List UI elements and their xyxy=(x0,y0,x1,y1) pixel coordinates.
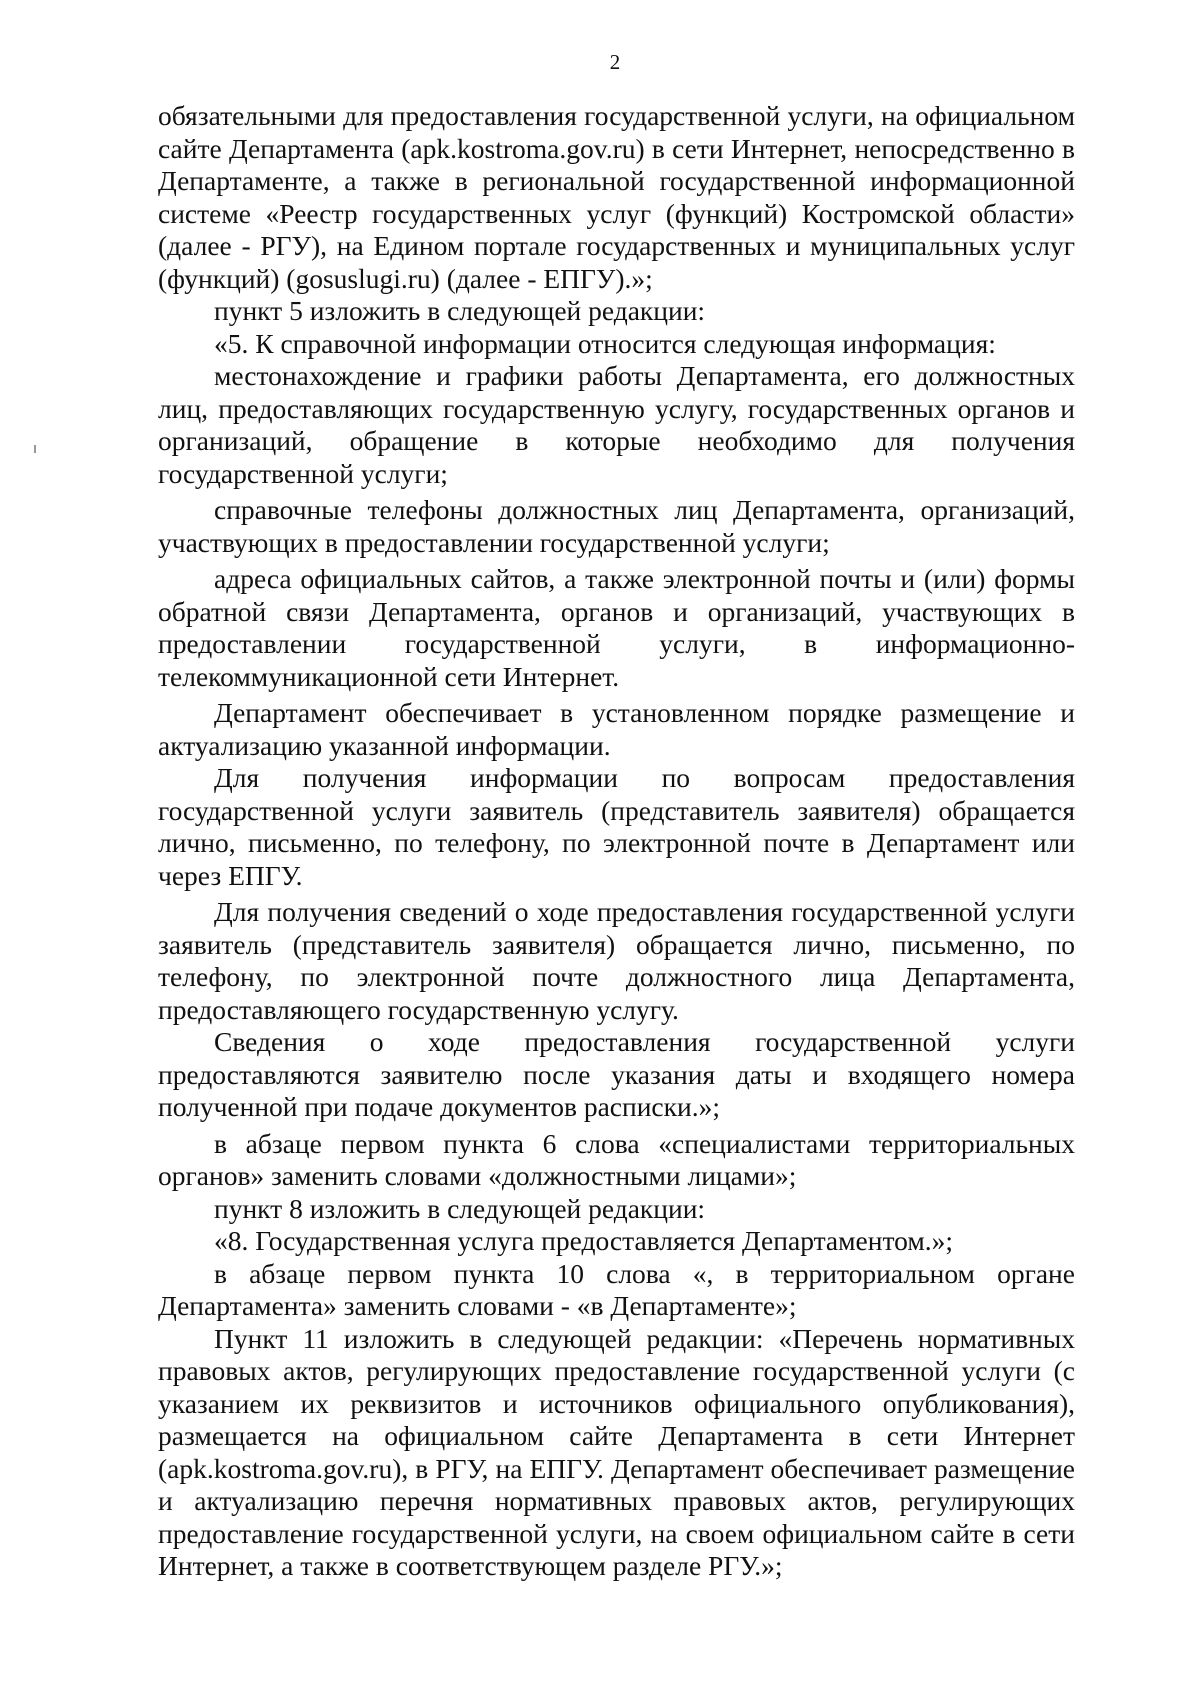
paragraph: в абзаце первом пункта 6 слова «специалистами территориальных органов» заменить словами «должностными лицами»; xyxy=(158,1127,1075,1191)
page-number: 2 xyxy=(609,50,621,74)
paragraph: в абзаце первом пункта 10 слова «, в территориальном органе Департамента» заменить словами - «в Департаменте»; xyxy=(158,1257,1075,1321)
paragraph: Департамент обеспечивает в установленном порядке размещение и актуализацию указанной информации. xyxy=(158,697,1075,761)
paragraph: Сведения о ходе предоставления государственной услуги предоставляются заявителю после указания даты и входящего номера полученной при подаче документов расписки.»; xyxy=(158,1026,1075,1122)
document-body xyxy=(158,100,1075,1583)
paragraph: пункт 8 изложить в следующей редакции: xyxy=(214,1192,706,1224)
scan-speck xyxy=(34,445,36,453)
paragraph: Для получения информации по вопросам предоставления государственной услуги заявитель (представитель заявителя) обращается лично, письменно, по телефону, по электронной почте в Департамент или через ЕПГУ. xyxy=(158,762,1075,891)
paragraph: адреса официальных сайтов, а также электронной почты и (или) формы обратной связи Департамента, органов и организаций, участвующих в предоставлении государственной услуги, в информационно-телекоммуникационной сети Интернет. xyxy=(158,563,1075,692)
paragraph: «5. К справочной информации относится следующая информация: xyxy=(214,327,996,359)
paragraph: местонахождение и графики работы Департамента, его должностных лиц, предоставляющих государственную услугу, государственных органов и организаций, обращение в которые необходимо для получения государственной услуги; xyxy=(158,360,1075,489)
paragraph: справочные телефоны должностных лиц Департамента, организаций, участвующих в предоставлении государственной услуги; xyxy=(158,494,1075,558)
paragraph: Для получения сведений о ходе предоставления государственной услуги заявитель (представитель заявителя) обращается лично, письменно, по телефону, по электронной почте должностного лица Департамента, предоставляющего государственную услугу. xyxy=(158,896,1075,1025)
paragraph: «8. Государственная услуга предоставляется Департаментом.»; xyxy=(214,1225,954,1256)
paragraph: Пункт 11 изложить в следующей редакции: «Перечень нормативных правовых актов, регулирующих предоставление государственной услуги (с указанием их реквизитов и источников официального опубликования), размещается на официальном сайте Департамента в сети Интернет (apk.kostroma.gov.ru), в РГУ, на ЕПГУ. Департамент обеспечивает размещение и актуализацию перечня нормативных правовых актов, регулирующих предоставление государственной услуги, на своем официальном сайте в сети Интернет, а также в соответствующем разделе РГУ.»; xyxy=(158,1322,1075,1581)
paragraph: пункт 5 изложить в следующей редакции: xyxy=(214,295,706,326)
paragraph: обязательными для предоставления государственной услуги, на официальном сайте Департамента (apk.kostroma.gov.ru) в сети Интернет, непосредственно в Департаменте, а также в региональной государственной информационной системе «Реестр государственных услуг (функций) Костромской области» (далее - РГУ), на Едином портале государственных и муниципальных услуг (функций) (gosuslugi.ru) (далее - ЕПГУ).»; xyxy=(158,100,1075,294)
